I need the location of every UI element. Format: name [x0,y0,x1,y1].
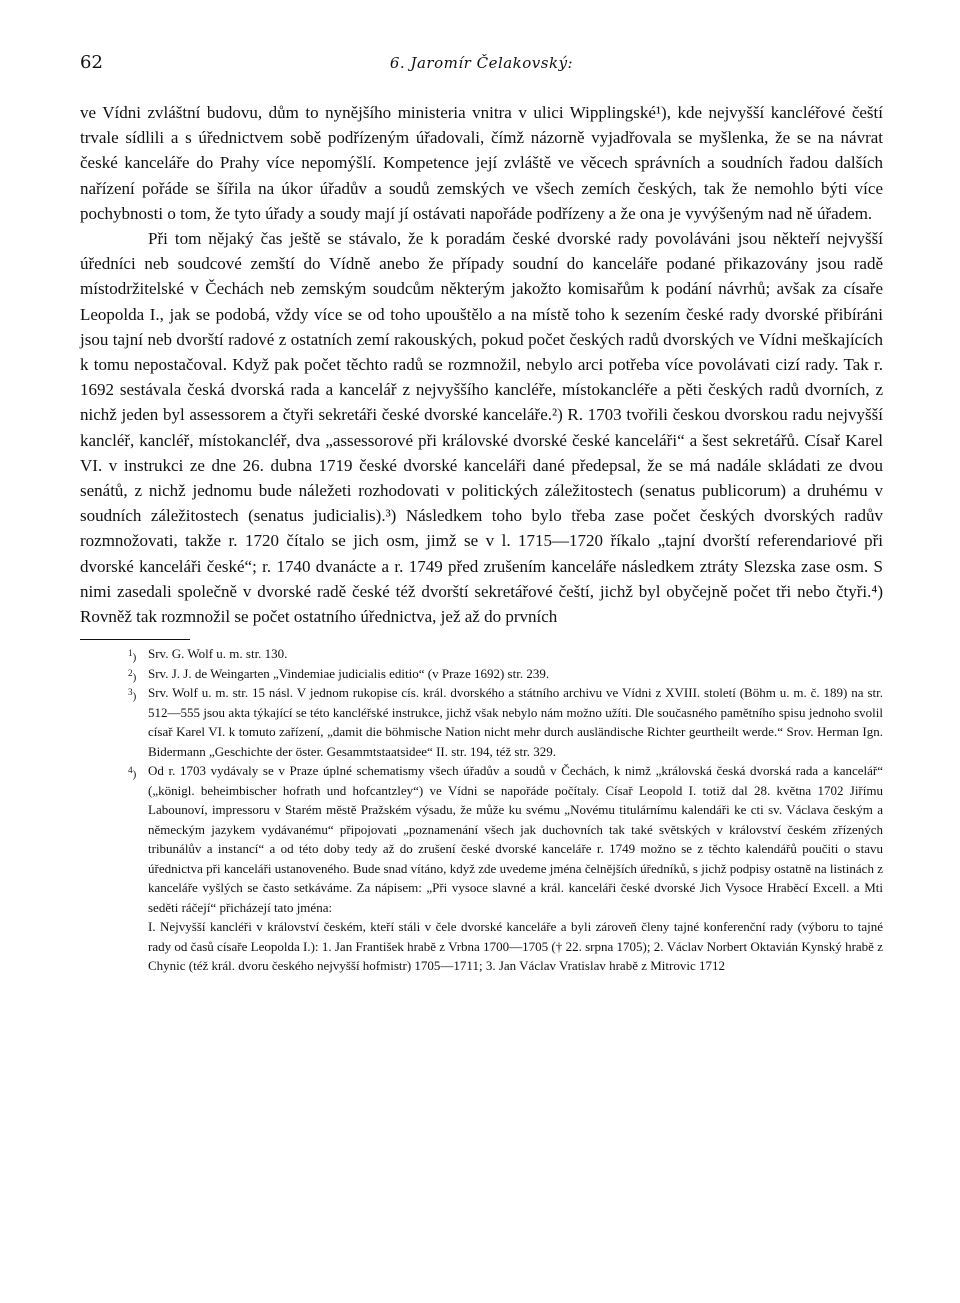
document-page [80,52,883,976]
footnote-marker: $^3$) [128,687,137,703]
paragraph: Při tom nějaký čas ještě se stávalo, že k poradám české dvorské rady povoláváni jsou někteří nejvyšší úředníci neb soudcové zemští do Vídně anebo že případy soudní do kanceláře podané přikazovány jsou radě místodržitelské v Čechách neb zemským soudcům některým jakožto komisařům k podání návrhů; avšak za císaře Leopolda I., jak se podobá, vždy více se od toho upouštělo a na místě toho k sezením české rady dvorské přibíráni jsou tajní neb dvorští radové z ostatních zemí rakouských, pokud počet českých radů dvorských ve Vídni meškajících k tomu nepostačoval. Když pak počet těchto radů se rozmnožil, nebylo arci potřeba více povolávati cizí rady. Tak r. 1692 sestávala česká dvorská rada a kancelář z nejvyššího kancléře, místokancléře a pěti českých radů dvorních, z nichž jeden byl assessorem a čtyři sekretáři české dvorské kanceláře.²) R. 1703 tvořili českou dvorskou radu nejvyšší kancléř, kancléř, místokancléř, dva „assessorové při královské dvorské české kanceláři“ a šest sekretářů. Císař Karel VI. v instrukci ze dne 26. dubna 1719 české dvorské kanceláři dané předepsal, že se má nadále skládati ze dvou senátů, z nichž jednomu bude náležeti rozhodovati v politických záležitostech (senatus publicorum) a druhému v soudních záležitostech (senatus judicialis).³) Následkem toho bylo třeba zase počet českých dvorských radův rozmnožovati, takže r. 1720 čítalo se jich osm, jimž se v l. 1715—1720 říkalo „tajní dvorští referendariové při dvorské kanceláři české“; r. 1740 dvanácte a r. 1749 před zrušením kanceláře následkem ztráty Slezska zase osm. S nimi zasedali společně v dvorské radě české též dvorští sekretářové čeští, jichž byl obyčejně počet tři nebo čtyři.⁴) Rovněž tak rozmnožil se počet ostatního úřednictva, jež až do prvních [80,229,883,627]
footnote-text: Srv. G. Wolf u. m. str. 130. [148,646,288,662]
footnote-text: I. Nejvyšší kancléři v království českém, kteří stáli v čele dvorské kanceláře a byli zároveň členy tajné konferenční rady (výboru to tajné rady od časů císaře Leopolda I.): 1. Jan František hrabě z Vrbna 1700—1705 († 22. srpna 1705); 2. Václav Norbert Oktavián Kynský hrabě z Chynic (též král. dvoru českého nejvyšší hofmistr) 1705—1711; 3. Jan Václav Vratislav hrabě z Mitrovic 1712 [148,919,883,974]
footnote [128,664,883,684]
footnote-text: Srv. J. J. de Weingarten „Vindemiae judicialis editio“ (v Praze 1692) str. 239. [148,665,550,681]
footnote-divider [80,639,190,640]
footnote-text: Od r. 1703 vydávaly se v Praze úplné schematismy všech úřadův a soudů v Čechách, k nimž „královská česká dvorská rada a kancelář“ („königl. beheimbischer hofrath und hofcantzley“) ve Vídni se napořáde počítaly. Císař Leopold I. totiž dal 28. května 1702 Jiřímu Labounoví, impressoru v Starém městě Pražském výsadu, že může ku svému „Novému titulárnímu kalendáři ke cti sv. Václava českým a německým jazykem vydávanému“ připojovati „poznamenání všech jak duchovních tak také světských v království českém zřízených tribunálův a instancí“ a od této doby tedy až do zrušení české dvorské kanceláře r. 1749 možno se z těchto kalendářů poučiti o stavu úřednictva při kanceláři ustanoveného. Bude snad vítáno, když zde uvedeme jména čelnějších úředníků, s jichž podpisy ostatně na listinách z kanceláře vyšlých se často setkáváme. Za nápisem: „Při vysoce slavné a král. kanceláři české dvorské Jich Vysoce Hraběcí Excell. a Mti seděti ráčejí“ přicházejí tato jména: [148,763,883,915]
paragraph: ve Vídni zvláštní budovu, dům to nynějšího ministeria vnitra v ulici Wipplingské¹), kde nejvyšší kancléřové čeští trvale sídlili a s úřednictvem sobě podřízeným úřadovali, čímž názorně vyjadřovala se myšlenka, že se na návrat české kanceláře do Prahy více nepomýšlí. Kompetence její zvláště ve věcech správních a soudních řadou dalších nařízení pořáde se šířila na úkor úřadův a soudů zemských ve všech zemích českých, tak že nemohlo býti více pochybnosti o tom, že tyto úřady a soudy mají jí ostávati napořáde podřízeny a že ona je vyvýšeným nad ně úřadem. [80,103,883,223]
footnote-marker: $^4$) [128,765,137,781]
footnote [128,644,883,664]
footnote-continuation [148,917,883,976]
footnote [128,761,883,917]
footnote [128,683,883,761]
footnote-marker: $^2$) [128,667,137,684]
page-number: 62 [80,52,103,73]
footnote-marker: $^1$) [128,648,137,664]
running-title: 6. Jaromír Čelakovský: [389,54,574,72]
page-header [80,52,883,82]
footnote-text: Srv. Wolf u. m. str. 15 násl. V jednom rukopise cís. král. dvorského a státního archivu ve Vídni z XVIII. století (Böhm u. m. č. 189) na str. 512—555 jsou akta týkající se této kancléřské instrukce, jichž však nebylo nám možno užíti. Dle současného pamětního spisu jednoho svolil císař Karel VI. k tomuto zařízení, „damit die böhmische Nation nicht mehr durch ausländische Richter geurtheilt werde.“ Srov. Herman Ign. Bidermann „Geschichte der öster. Gesammtstaatsidee“ II. str. 194, též str. 329. [148,685,883,759]
body-text [80,100,883,629]
footnotes [80,644,883,976]
